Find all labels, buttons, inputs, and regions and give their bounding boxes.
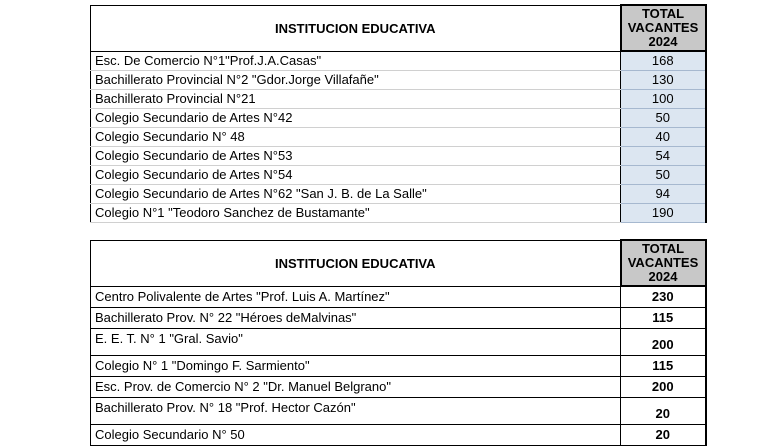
institution-name: Bachillerato Prov. N° 18 "Prof. Hector Cazón" bbox=[91, 397, 621, 424]
vacancy-count: 20 bbox=[621, 424, 706, 445]
total-vacancies-column-header bbox=[621, 5, 706, 51]
vacancy-count: 50 bbox=[621, 109, 706, 128]
table-row bbox=[91, 90, 706, 109]
header-line: 2024 bbox=[648, 269, 678, 284]
vacancy-count: 115 bbox=[621, 355, 706, 376]
institution-name: Esc. De Comercio N°1"Prof.J.A.Casas" bbox=[91, 51, 621, 71]
institution-name: Bachillerato Provincial N°2 "Gdor.Jorge Villafañe" bbox=[91, 71, 621, 90]
institution-column-header: INSTITUCION EDUCATIVA bbox=[91, 5, 621, 51]
table-header-row bbox=[91, 5, 706, 51]
vacancy-count: 200 bbox=[621, 328, 706, 355]
table-header-row bbox=[91, 240, 706, 286]
institution-name: Centro Polivalente de Artes "Prof. Luis A. Martínez" bbox=[91, 286, 621, 307]
header-line: VACANTES bbox=[627, 20, 699, 35]
vacancy-count: 40 bbox=[621, 128, 706, 147]
institution-name: Colegio N° 1 "Domingo F. Sarmiento" bbox=[91, 355, 621, 376]
header-line: TOTAL bbox=[641, 6, 685, 21]
header-line: 2024 bbox=[648, 34, 678, 49]
vacancy-count: 168 bbox=[621, 51, 706, 71]
institution-name: Bachillerato Provincial N°21 bbox=[91, 90, 621, 109]
header-line: TOTAL bbox=[641, 241, 685, 256]
table-row bbox=[91, 147, 706, 166]
vacancy-count: 130 bbox=[621, 71, 706, 90]
institution-name: Colegio Secundario de Artes N°54 bbox=[91, 166, 621, 185]
vacancy-count: 190 bbox=[621, 204, 706, 223]
table-row bbox=[91, 286, 706, 307]
institution-name: Colegio Secundario N° 48 bbox=[91, 128, 621, 147]
table-row bbox=[91, 307, 706, 328]
header-line: VACANTES bbox=[627, 255, 699, 270]
table-row bbox=[91, 328, 706, 355]
vacancy-count: 20 bbox=[621, 397, 706, 424]
vacancy-count: 230 bbox=[621, 286, 706, 307]
total-vacancies-column-header bbox=[621, 240, 706, 286]
table-row bbox=[91, 204, 706, 223]
table-row bbox=[91, 128, 706, 147]
vacancy-count: 100 bbox=[621, 90, 706, 109]
vacancies-table-1 bbox=[90, 4, 707, 223]
vacancy-count: 200 bbox=[621, 376, 706, 397]
table-row bbox=[91, 397, 706, 424]
table-row bbox=[91, 166, 706, 185]
table-row bbox=[91, 376, 706, 397]
vacancies-table-2 bbox=[90, 239, 707, 446]
table-row bbox=[91, 424, 706, 445]
vacancy-count: 94 bbox=[621, 185, 706, 204]
institution-name: Colegio Secundario de Artes N°62 "San J. B. de La Salle" bbox=[91, 185, 621, 204]
table-row bbox=[91, 185, 706, 204]
institution-name: Colegio N°1 "Teodoro Sanchez de Bustamante" bbox=[91, 204, 621, 223]
vacancy-count: 54 bbox=[621, 147, 706, 166]
institution-name: Esc. Prov. de Comercio N° 2 "Dr. Manuel Belgrano" bbox=[91, 376, 621, 397]
table-row bbox=[91, 109, 706, 128]
institution-name: Colegio Secundario N° 50 bbox=[91, 424, 621, 445]
institution-name: E. E. T. N° 1 "Gral. Savio" bbox=[91, 328, 621, 355]
institution-column-header: INSTITUCION EDUCATIVA bbox=[91, 240, 621, 286]
institution-name: Colegio Secundario de Artes N°42 bbox=[91, 109, 621, 128]
table-row bbox=[91, 51, 706, 71]
institution-name: Colegio Secundario de Artes N°53 bbox=[91, 147, 621, 166]
vacancy-count: 50 bbox=[621, 166, 706, 185]
table-row bbox=[91, 355, 706, 376]
institution-name: Bachillerato Prov. N° 22 "Héroes deMalvinas" bbox=[91, 307, 621, 328]
vacancy-count: 115 bbox=[621, 307, 706, 328]
table-row bbox=[91, 71, 706, 90]
